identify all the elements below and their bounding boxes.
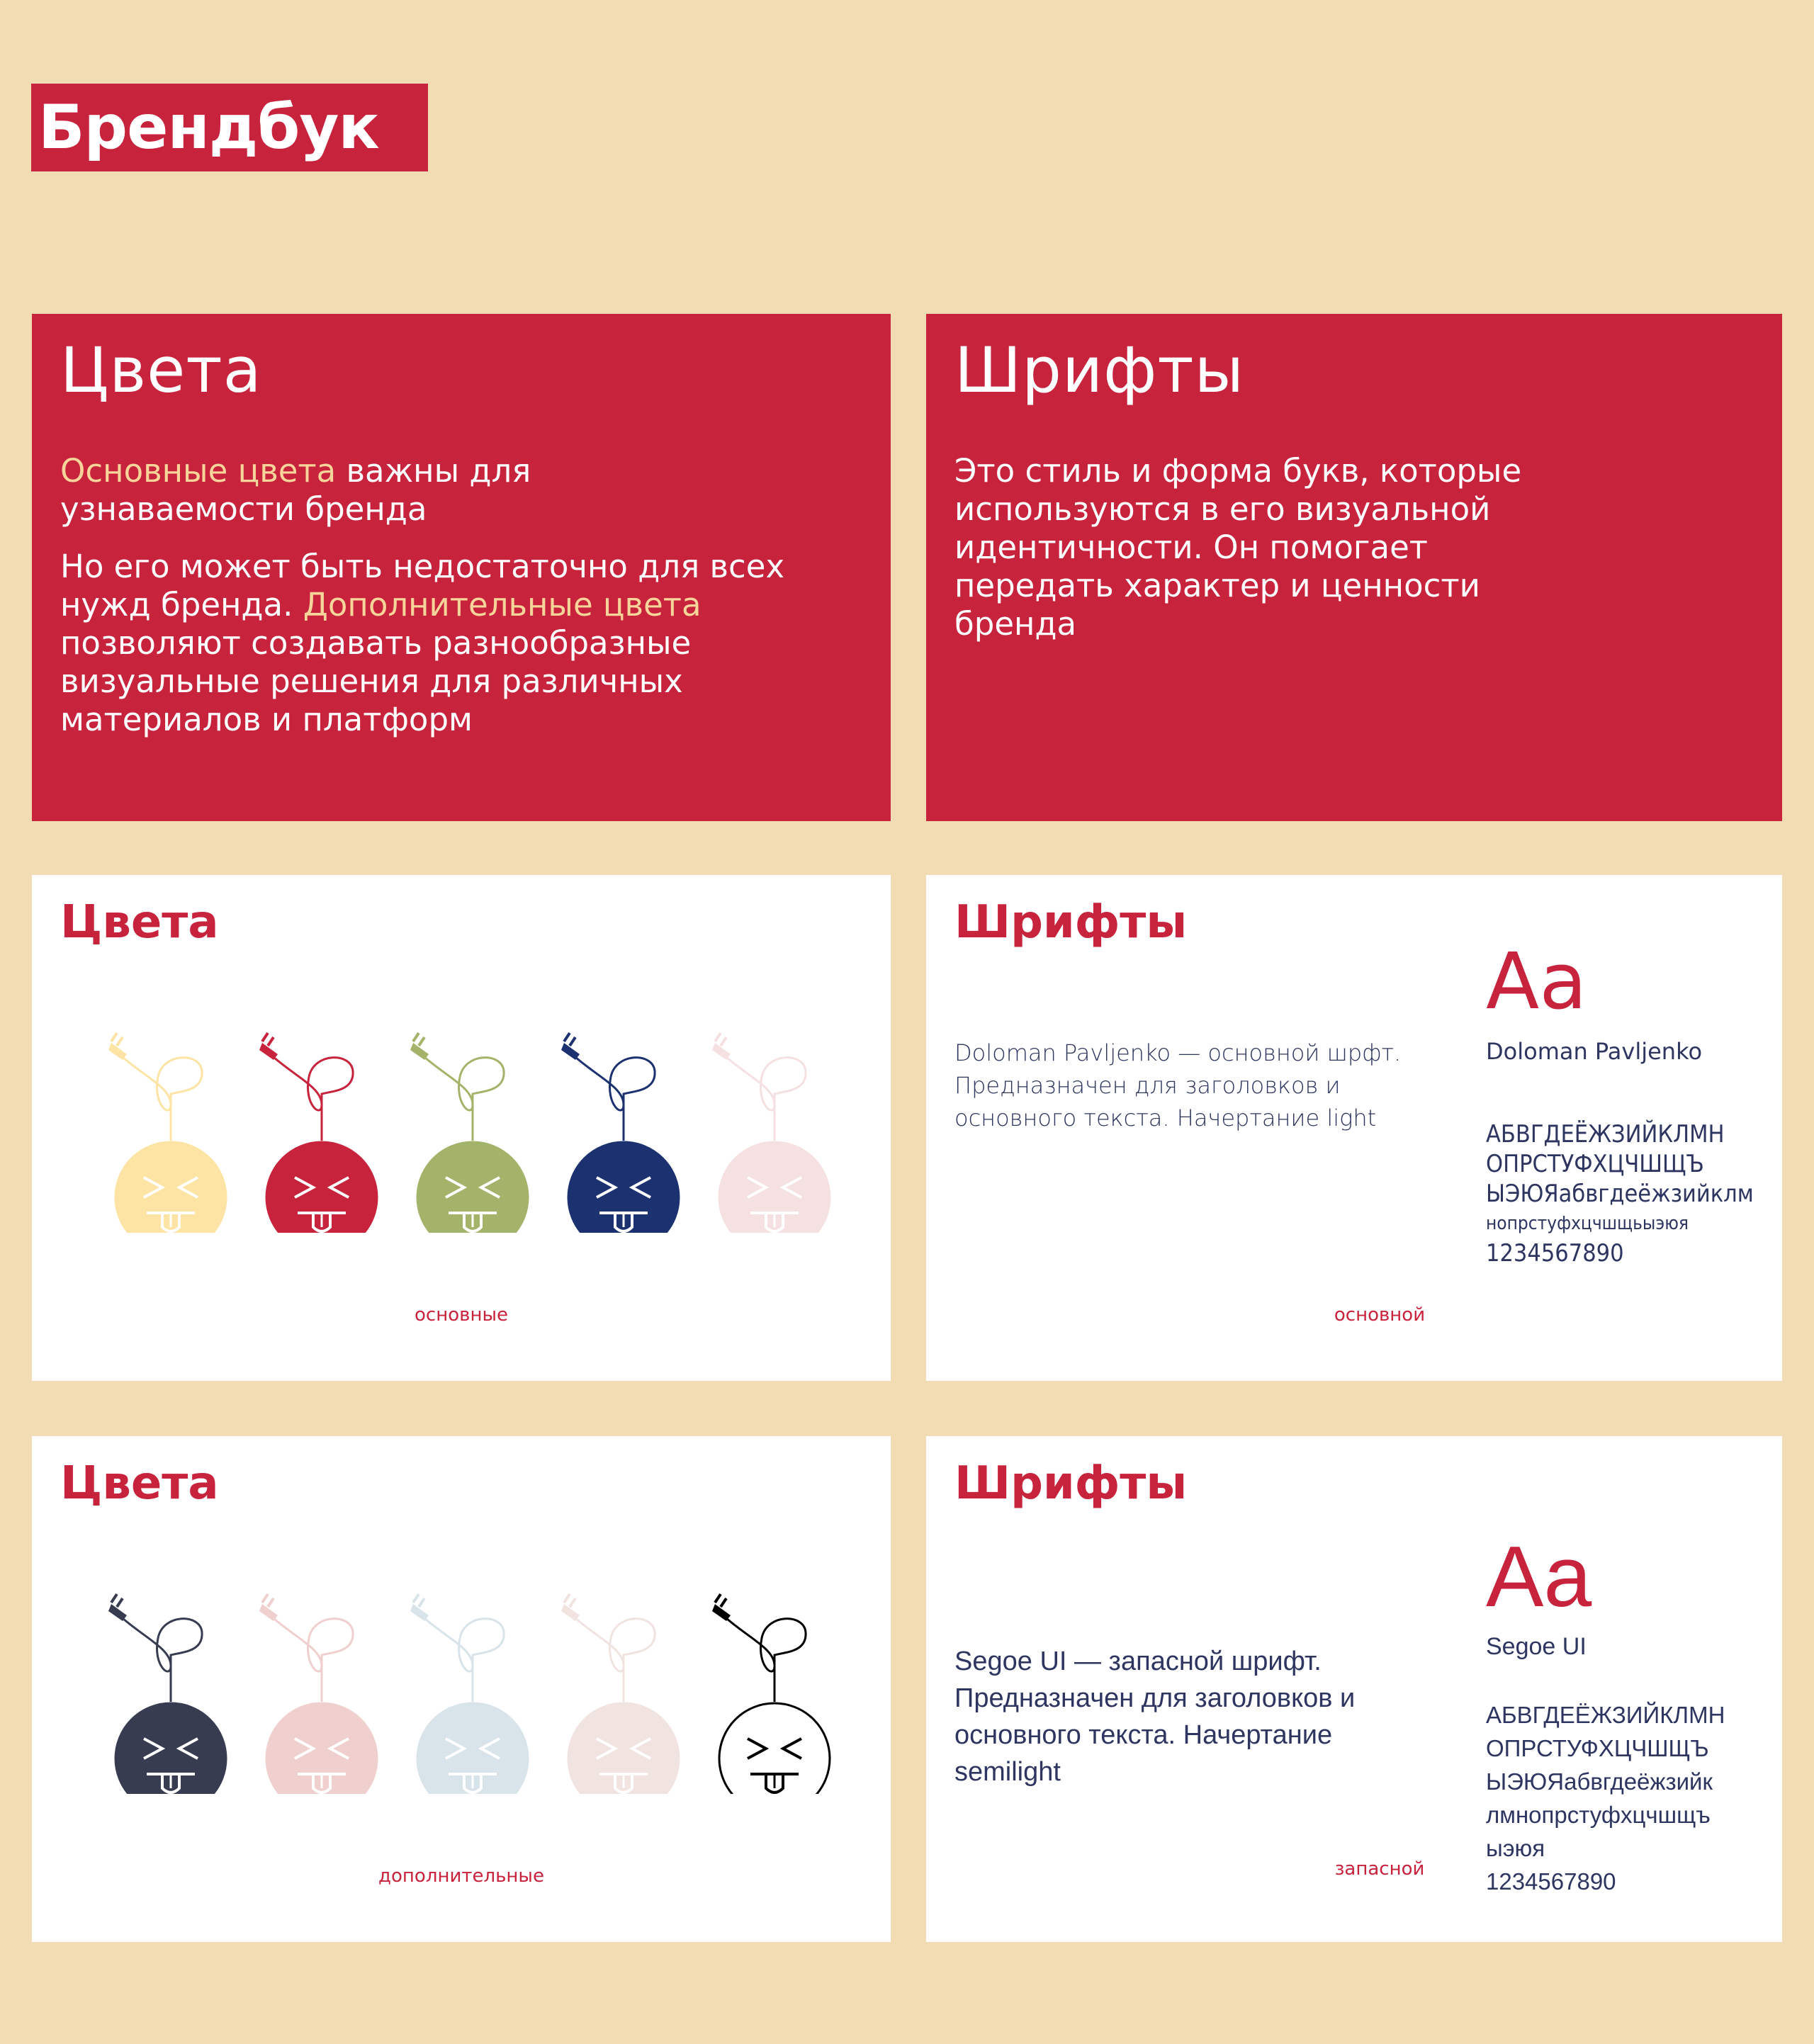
fallback-font-card [926, 1436, 1782, 1942]
colors-intro-p2-rest: позволяют создавать разнообразные визуальные решения для различных материалов и платформ [60, 624, 692, 738]
alphabet-line: АБВГДЕЁЖЗИЙКЛМН [1486, 1120, 1725, 1148]
secondary-colors-highlight: Дополнительные цвета [303, 586, 702, 623]
secondary-colors-caption: дополнительные [378, 1865, 544, 1887]
colors-intro-title: Цвета [60, 334, 262, 407]
alphabet-line: лмнопрстуфхцчшщъ [1486, 1802, 1711, 1828]
fallback-font-caption: запасной [1334, 1858, 1425, 1880]
alphabet-line: ЫЭЮЯабвгдеёжзийк [1486, 1768, 1713, 1795]
primary-font-alphabet [1486, 1119, 1755, 1268]
fallback-font-sample: Aa [1486, 1528, 1592, 1625]
fonts-intro-title: Шрифты [954, 334, 1245, 407]
mascot-swatch [556, 1581, 690, 1794]
colors-intro-p2-start: Но его может быть недостаточно для всех нужд бренда. [60, 548, 785, 623]
fallback-font-alphabet [1486, 1698, 1755, 1898]
primary-colors-highlight: Основные цвета [60, 452, 337, 490]
alphabet-line: нопрстуфхцчшщьыэюя [1486, 1213, 1689, 1234]
secondary-colors-title: Цвета [60, 1457, 219, 1510]
primary-font-name: Doloman Pavljenko [1486, 1038, 1703, 1065]
alphabet-line: 1234567890 [1486, 1868, 1616, 1895]
alphabet-line: АБВГДЕЁЖЗИЙКЛМН [1486, 1702, 1725, 1728]
alphabet-line: ОПРСТУФХЦЧШЩЪ [1486, 1735, 1709, 1761]
colors-intro-paragraph-2 [60, 548, 868, 739]
primary-colors-card [32, 875, 891, 1381]
fallback-font-name: Segoe UI [1486, 1633, 1587, 1660]
primary-font-description: Doloman Pavljenko — основной шрфт. Предназначен для заголовков и основного текста. Начертание light [954, 1039, 1402, 1131]
primary-colors-caption: основные [415, 1304, 508, 1326]
primary-font-caption: основной [1334, 1304, 1426, 1326]
fonts-intro-card [926, 314, 1782, 821]
brandbook-logo: Брендбук [31, 84, 428, 171]
mascot-swatch [706, 1020, 841, 1233]
secondary-colors-card [32, 1436, 891, 1942]
mascot-swatch [556, 1020, 690, 1233]
mascot-swatch [405, 1581, 539, 1794]
colors-intro-card [32, 314, 891, 821]
mascot-swatch [405, 1020, 539, 1233]
alphabet-line: ОПРСТУФХЦЧШЩЪ [1486, 1150, 1704, 1178]
alphabet-line: ЫЭЮЯабвгдеёжзийклм [1486, 1180, 1754, 1208]
primary-font-title: Шрифты [954, 896, 1188, 949]
primary-font-card [926, 875, 1782, 1381]
fallback-font-title: Шрифты [954, 1457, 1188, 1510]
alphabet-line: ыэюя [1486, 1835, 1545, 1861]
primary-colors-title: Цвета [60, 896, 219, 949]
alphabet-line: 1234567890 [1486, 1239, 1624, 1267]
fonts-intro-text: Это стиль и форма букв, которые используются в его визуальной идентичности. Он помогает передать характер и ценности бренда [954, 452, 1522, 643]
mascot-swatch [254, 1581, 388, 1794]
fallback-font-description: Segoe UI — запасной шрифт. Предназначен для заголовков и основного текста. Начертание semilight [954, 1647, 1356, 1787]
mascot-swatch [103, 1020, 237, 1233]
mascot-swatch [103, 1581, 237, 1794]
mascot-swatch [706, 1581, 841, 1794]
primary-font-sample: Aa [1486, 936, 1587, 1027]
mascot-swatch [254, 1020, 388, 1233]
colors-intro-p1-rest: важны для узнаваемости бренда [60, 452, 531, 528]
colors-intro-paragraph-1 [60, 452, 641, 529]
